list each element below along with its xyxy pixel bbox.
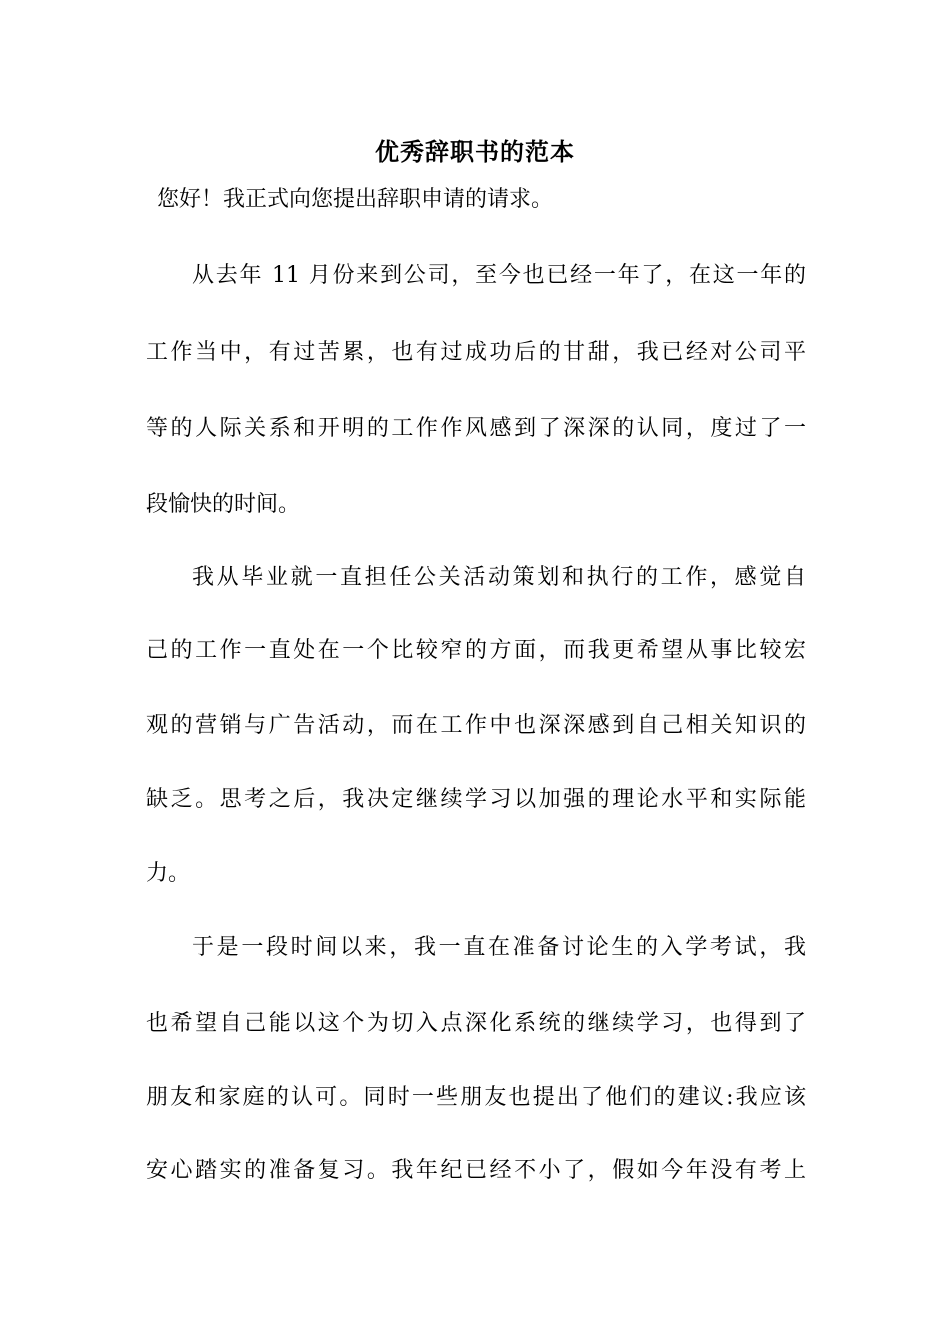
paragraph-1-line-1: 从去年 11 月份来到公司，至今也已经一年了，在这一年的 [192,263,806,288]
paragraph-1-line-3: 等的人际关系和开明的工作作风感到了深深的认同，度过了一 [146,416,806,441]
paragraph-3-line-1: 于是一段时间以来，我一直在准备讨论生的入学考试，我 [192,935,806,960]
paragraph-3-line-4: 安心踏实的准备复习。我年纪已经不小了，假如今年没有考上 [146,1158,806,1183]
paragraph-1-line-4: 段愉快的时间。 [146,492,301,517]
paragraph-2-line-1: 我从毕业就一直担任公关活动策划和执行的工作，感觉自 [192,565,806,590]
paragraph-2-line-4: 缺乏。思考之后，我决定继续学习以加强的理论水平和实际能 [146,787,806,812]
paragraph-2-line-3: 观的营销与广告活动，而在工作中也深深感到自己相关知识的 [146,713,806,738]
paragraph-2-line-2: 己的工作一直处在一个比较窄的方面，而我更希望从事比较宏 [146,638,806,663]
paragraph-3-line-3: 朋友和家庭的认可。同时一些朋友也提出了他们的建议:我应该 [146,1085,806,1110]
paragraph-1-line-2: 工作当中，有过苦累，也有过成功后的甘甜，我已经对公司平 [146,340,806,365]
paragraph-3-line-2: 也希望自己能以这个为切入点深化系统的继续学习，也得到了 [146,1011,806,1036]
paragraph-2-line-5: 力。 [146,861,191,886]
document-title: 优秀辞职书的范本 [375,137,575,166]
greeting-line: 您好！我正式向您提出辞职申请的请求。 [157,187,554,212]
